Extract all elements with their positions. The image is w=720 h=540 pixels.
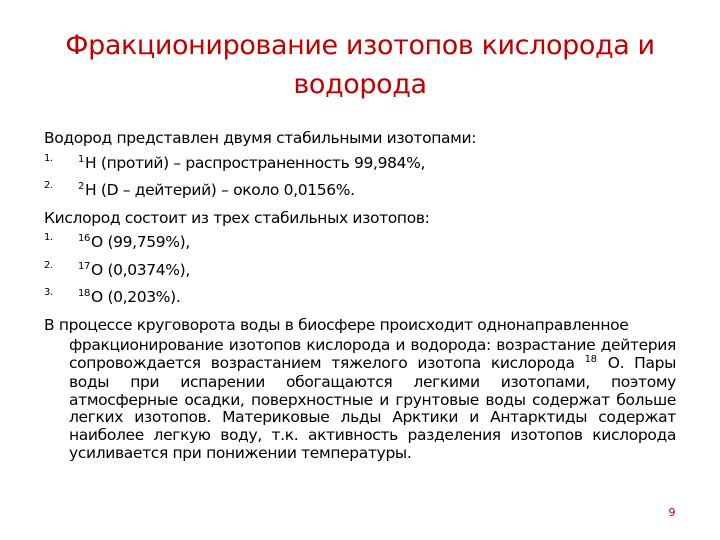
mass-number: 2 xyxy=(78,181,85,192)
paragraph-first-line: В процессе круговорота воды в биосфере происходит однонаправленное xyxy=(44,315,629,334)
slide-title: Фракционирование изотопов кислорода и водорода xyxy=(65,30,655,100)
mass-number: 18 xyxy=(584,353,597,365)
paragraph-body xyxy=(44,337,676,462)
oxygen-isotope-item xyxy=(44,230,676,258)
isotope-text: Н (D – дейтерий) – около 0,0156%. xyxy=(85,181,355,199)
slide-body xyxy=(44,126,676,462)
mass-number: 16 xyxy=(78,233,91,244)
oxygen-isotope-item xyxy=(44,285,676,313)
isotope-text: Н (протий) – распространенность 99,984%, xyxy=(85,153,426,172)
oxygen-intro: Кислород состоит из трех стабильных изотопов: xyxy=(44,208,430,227)
mass-number: 17 xyxy=(78,260,91,272)
list-number: 1. xyxy=(44,232,53,243)
hydrogen-isotope-item xyxy=(44,178,676,206)
paragraph-text-part2: О. Пары воды при испарении обогащаются легкими изотопами, поэтому атмосферные осадки, поверхностные и грунтовые воды содержат больше легких изотопов. Материковые льды Арктики и Антарктиды содержат наиболее легкую воду, т.к. активность разделения изотопов кислорода усиливается при понижении температуры. xyxy=(69,353,677,462)
list-number: 3. xyxy=(44,287,53,298)
mass-number: 18 xyxy=(78,288,91,299)
page-number: 9 xyxy=(668,506,676,519)
isotope-text: О (99,759%), xyxy=(91,233,190,251)
isotope-text: О (0,0374%), xyxy=(91,260,190,279)
hydrogen-isotope-item xyxy=(44,151,676,179)
list-number: 2. xyxy=(44,259,53,271)
mass-number: 1 xyxy=(78,153,85,165)
isotope-text: О (0,203%). xyxy=(91,288,181,306)
paragraph-text-part1: фракционирование изотопов кислорода и водорода: возрастание дейтерия сопровождается возрастанием тяжелого изотопа кислорода xyxy=(69,336,676,372)
hydrogen-intro: Водород представлен двумя стабильными изотопами: xyxy=(44,129,477,147)
oxygen-isotope-item xyxy=(44,258,676,286)
list-number: 1. xyxy=(44,152,53,164)
list-number: 2. xyxy=(44,180,53,191)
water-cycle-paragraph xyxy=(44,313,676,463)
